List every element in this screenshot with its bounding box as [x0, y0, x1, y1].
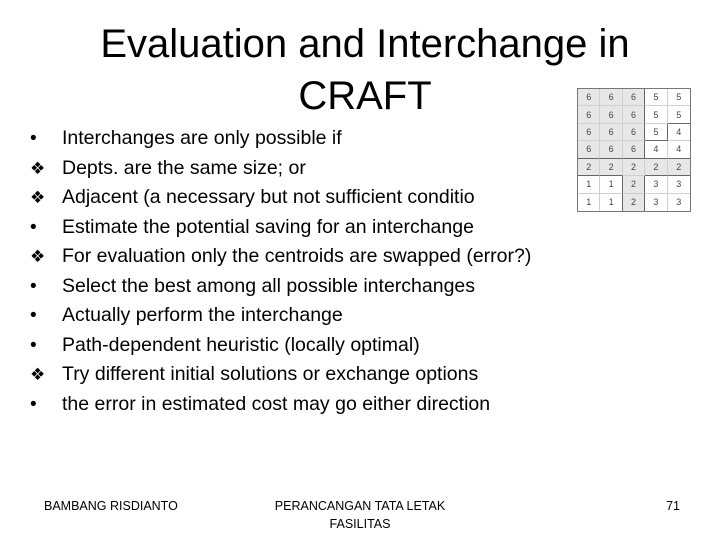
bullet-text: Actually perform the interchange	[62, 304, 343, 326]
grid-cell: 5	[645, 106, 667, 123]
grid-cell: 1	[600, 176, 622, 193]
grid-cell: 4	[668, 141, 690, 158]
grid-cell: 6	[623, 106, 645, 123]
grid-cell: 6	[600, 124, 622, 141]
grid-cell: 2	[623, 194, 645, 211]
bullet-text: the error in estimated cost may go either direction	[62, 392, 491, 415]
grid-cell: 6	[578, 141, 600, 158]
bullet-text: Adjacent (a necessary but not sufficient conditio	[62, 186, 475, 208]
bullet-item	[30, 183, 690, 213]
round-bullet-icon: •	[30, 128, 37, 149]
bullet-text: Select the best among all possible interchanges	[62, 274, 476, 297]
bullet-item	[30, 154, 690, 184]
grid-cell: 5	[645, 124, 667, 141]
grid-cell: 2	[623, 176, 645, 193]
grid-cell: 3	[645, 194, 667, 211]
bullet-item	[30, 213, 690, 243]
grid-cell: 1	[578, 176, 600, 193]
grid-cell: 2	[668, 159, 690, 176]
round-bullet-icon: •	[30, 334, 37, 356]
grid-cell: 2	[600, 159, 622, 176]
bullet-text: Estimate the potential saving for an interchange	[62, 215, 474, 238]
bullet-item	[30, 360, 690, 390]
footer-author: BAMBANG RISDIANTO	[44, 499, 178, 513]
grid-cell: 5	[668, 89, 690, 106]
grid-cell: 6	[600, 106, 622, 123]
footer-course-line-2: FASILITAS	[329, 517, 391, 531]
diamond-bullet-icon: ❖	[30, 365, 46, 384]
bullet-item	[30, 301, 690, 331]
diamond-bullet-icon: ❖	[30, 188, 46, 207]
grid-cell: 5	[645, 89, 667, 106]
grid-cell: 6	[578, 106, 600, 123]
grid-cell: 2	[645, 159, 667, 176]
grid-cell: 1	[578, 194, 600, 211]
grid-cell: 6	[623, 141, 645, 158]
grid-cell: 6	[623, 89, 645, 106]
bullet-text: Interchanges are only possible if	[62, 127, 342, 149]
grid-cell: 6	[623, 124, 645, 141]
bullet-item	[30, 390, 690, 420]
grid-cell: 2	[623, 159, 645, 176]
grid-cell: 1	[600, 194, 622, 211]
round-bullet-icon: •	[30, 393, 37, 415]
footer-course-line-1: PERANCANGAN TATA LETAK	[274, 499, 446, 513]
bullet-list	[30, 124, 690, 419]
bullet-item	[30, 272, 690, 302]
bullet-item	[30, 124, 690, 154]
footer-page-number: 71	[666, 499, 680, 513]
footer-course-title	[230, 497, 490, 533]
grid-cell: 6	[578, 89, 600, 106]
diamond-bullet-icon: ❖	[30, 158, 46, 178]
grid-cell: 6	[578, 124, 600, 141]
bullet-text: Try different initial solutions or exchange options	[62, 363, 479, 385]
bullet-text: Depts. are the same size; or	[62, 156, 306, 179]
slide-title-line-1: Evaluation and Interchange in	[100, 22, 630, 66]
diamond-bullet-icon: ❖	[30, 247, 46, 266]
grid-cell: 6	[600, 141, 622, 158]
grid-cell: 3	[668, 194, 690, 211]
grid-cell: 2	[578, 159, 600, 176]
bullet-item	[30, 242, 690, 272]
round-bullet-icon: •	[30, 216, 37, 238]
round-bullet-icon: •	[30, 275, 37, 297]
grid-cell: 4	[668, 124, 690, 141]
grid-cell: 6	[600, 89, 622, 106]
bullet-item	[30, 331, 690, 361]
grid-cell: 3	[668, 176, 690, 193]
grid-cell: 3	[645, 176, 667, 193]
bullet-text: Path-dependent heuristic (locally optimal)	[62, 333, 420, 356]
slide-title-line-2: CRAFT	[298, 74, 432, 118]
grid-cell: 5	[668, 106, 690, 123]
grid-cell: 4	[645, 141, 667, 158]
round-bullet-icon: •	[30, 305, 37, 326]
bullet-text: For evaluation only the centroids are swapped (error?)	[62, 245, 532, 267]
